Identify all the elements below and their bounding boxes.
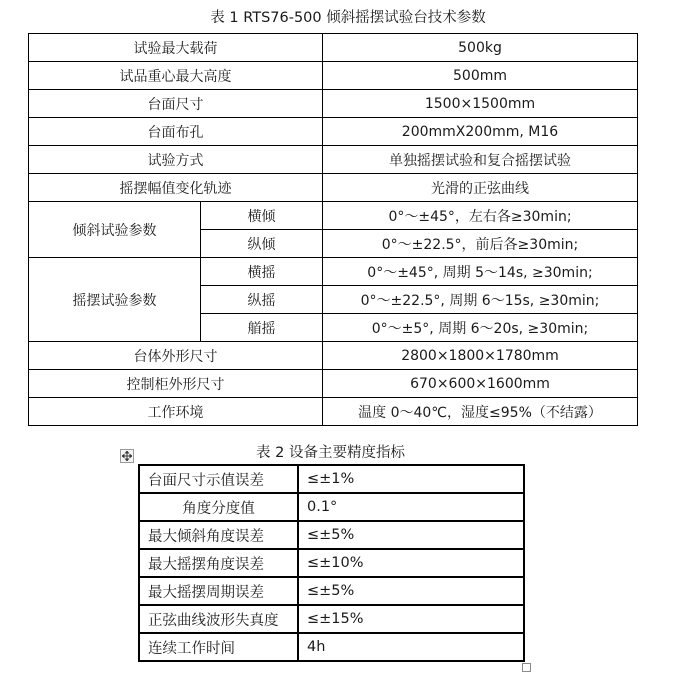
spec-value-cell: ≤±10% (298, 549, 524, 577)
table-row (29, 258, 638, 286)
spec-label-cell: 台面尺寸 (29, 90, 323, 118)
table-row (139, 493, 524, 521)
spec-value-cell: 温度 0～40℃，湿度≤95%（不结露） (323, 398, 638, 426)
spec-value-cell: 0°～±5°, 周期 6～20s, ≥30min; (323, 314, 638, 342)
spec-value-cell: 1500×1500mm (323, 90, 638, 118)
spec-value-cell: 4h (298, 633, 524, 661)
table-row (139, 521, 524, 549)
sub-label-cell: 横摇 (201, 258, 323, 286)
spec-label-cell: 正弦曲线波形失真度 (139, 605, 298, 633)
group-label-cell: 倾斜试验参数 (29, 202, 201, 258)
table-technical-parameters (28, 33, 638, 426)
table-row (139, 577, 524, 605)
spec-value-cell: ≤±15% (298, 605, 524, 633)
table2-caption: 表 2 设备主要精度指标 (256, 445, 405, 461)
table-row (139, 633, 524, 661)
spec-label-cell: 角度分度值 (139, 493, 298, 521)
spec-label-cell: 最大摇摆角度误差 (139, 549, 298, 577)
group-label-cell: 摇摆试验参数 (29, 258, 201, 342)
move-arrows-icon (122, 451, 132, 461)
spec-value-cell: ≤±5% (298, 577, 524, 605)
spec-label-cell: 连续工作时间 (139, 633, 298, 661)
sub-label-cell: 纵倾 (201, 230, 323, 258)
table-row (29, 146, 638, 174)
spec-value-cell: 0°～±45°，左右各≥30min; (323, 202, 638, 230)
spec-label-cell: 台体外形尺寸 (29, 342, 323, 370)
spec-label-cell: 工作环境 (29, 398, 323, 426)
table-row (29, 90, 638, 118)
spec-label-cell: 台面尺寸示值误差 (139, 465, 298, 493)
spec-value-cell: 光滑的正弦曲线 (323, 174, 638, 202)
spec-label-cell: 最大摇摆周期误差 (139, 577, 298, 605)
table-row (29, 174, 638, 202)
table-row (139, 549, 524, 577)
table-row (29, 398, 638, 426)
spec-label-cell: 控制柜外形尺寸 (29, 370, 323, 398)
spec-value-cell: 500mm (323, 62, 638, 90)
spec-value-cell: 0°～±45°, 周期 5～14s, ≥30min; (323, 258, 638, 286)
sub-label-cell: 横倾 (201, 202, 323, 230)
spec-value-cell: ≤±1% (298, 465, 524, 493)
table-row (29, 342, 638, 370)
spec-value-cell: 200mmX200mm, M16 (323, 118, 638, 146)
sub-label-cell: 纵摇 (201, 286, 323, 314)
table-move-handle-icon[interactable] (120, 449, 134, 463)
spec-label-cell: 试验最大载荷 (29, 34, 323, 62)
spec-value-cell: 单独摇摆试验和复合摇摆试验 (323, 146, 638, 174)
table-row (29, 118, 638, 146)
spec-value-cell: ≤±5% (298, 521, 524, 549)
table-row (29, 34, 638, 62)
spec-label-cell: 摇摆幅值变化轨迹 (29, 174, 323, 202)
spec-value-cell: 0°～±22.5°, 周期 6～15s, ≥30min; (323, 286, 638, 314)
table-row (139, 465, 524, 493)
spec-value-cell: 500kg (323, 34, 638, 62)
spec-value-cell: 670×600×1600mm (323, 370, 638, 398)
spec-value-cell: 0.1° (298, 493, 524, 521)
spec-label-cell: 最大倾斜角度误差 (139, 521, 298, 549)
spec-label-cell: 试验方式 (29, 146, 323, 174)
sub-label-cell: 艏摇 (201, 314, 323, 342)
table-row (29, 62, 638, 90)
spec-label-cell: 试品重心最大高度 (29, 62, 323, 90)
spec-value-cell: 0°～±22.5°，前后各≥30min; (323, 230, 638, 258)
table-row (29, 370, 638, 398)
table1-caption: 表 1 RTS76-500 倾斜摇摆试验台技术参数 (210, 10, 486, 26)
spec-label-cell: 台面布孔 (29, 118, 323, 146)
table-row (139, 605, 524, 633)
table-row (29, 202, 638, 230)
spec-value-cell: 2800×1800×1780mm (323, 342, 638, 370)
table-resize-handle-icon[interactable] (522, 663, 531, 672)
table-precision-indicators (138, 464, 525, 662)
